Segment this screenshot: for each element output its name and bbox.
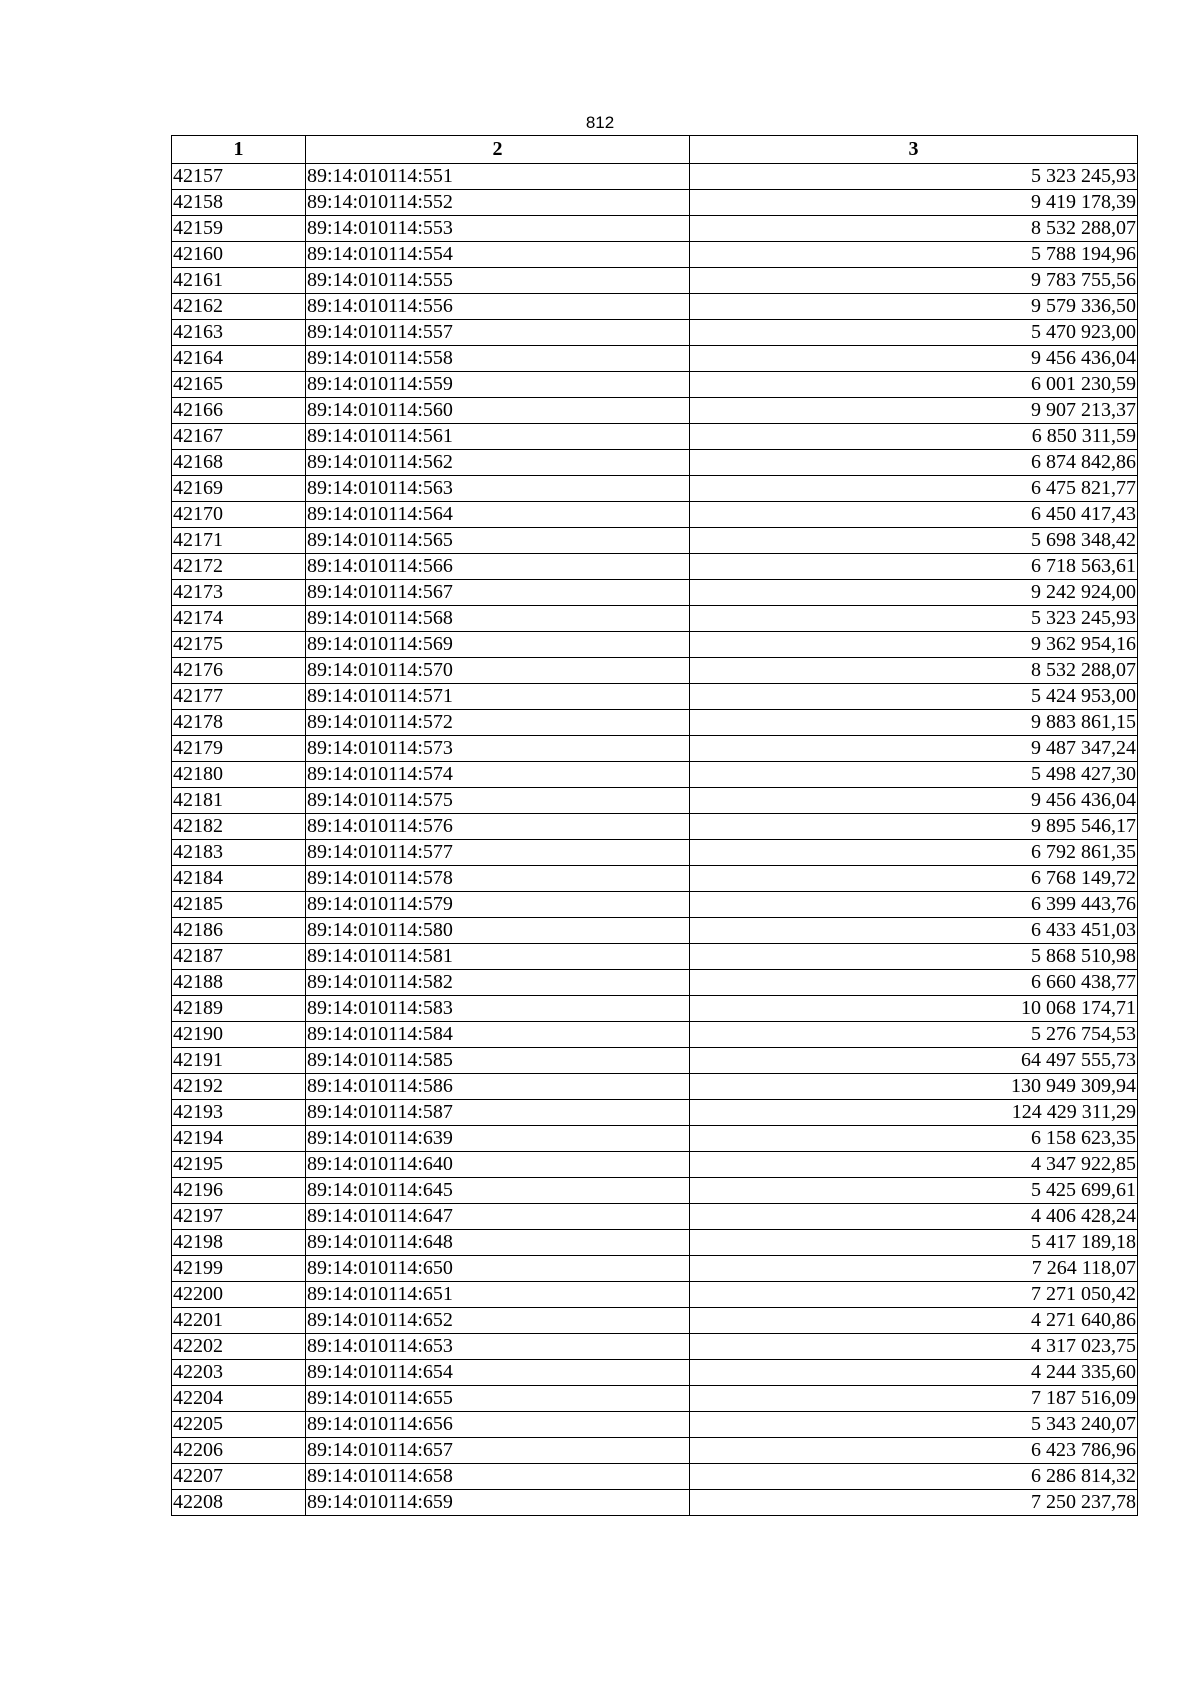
cadastral-value-cell: 6 286 814,32 — [690, 1464, 1138, 1490]
row-number-cell: 42180 — [172, 762, 306, 788]
table-row — [172, 580, 1138, 606]
table-row — [172, 320, 1138, 346]
row-number-cell: 42197 — [172, 1204, 306, 1230]
cadastral-number-cell: 89:14:010114:572 — [306, 710, 690, 736]
cadastral-value-cell: 6 660 438,77 — [690, 970, 1138, 996]
cadastral-number-cell: 89:14:010114:583 — [306, 996, 690, 1022]
cadastral-number-cell: 89:14:010114:573 — [306, 736, 690, 762]
cadastral-value-cell: 9 783 755,56 — [690, 268, 1138, 294]
row-number-cell: 42158 — [172, 190, 306, 216]
cadastral-number-cell: 89:14:010114:654 — [306, 1360, 690, 1386]
row-number-cell: 42186 — [172, 918, 306, 944]
cadastral-number-cell: 89:14:010114:579 — [306, 892, 690, 918]
table-row — [172, 1126, 1138, 1152]
cadastral-number-cell: 89:14:010114:565 — [306, 528, 690, 554]
cadastral-number-cell: 89:14:010114:657 — [306, 1438, 690, 1464]
cadastral-value-cell: 5 417 189,18 — [690, 1230, 1138, 1256]
cadastral-number-cell: 89:14:010114:552 — [306, 190, 690, 216]
cadastral-number-cell: 89:14:010114:562 — [306, 450, 690, 476]
cadastral-value-cell: 5 698 348,42 — [690, 528, 1138, 554]
cadastral-number-cell: 89:14:010114:555 — [306, 268, 690, 294]
cadastral-value-cell: 5 498 427,30 — [690, 762, 1138, 788]
cadastral-value-cell: 9 419 178,39 — [690, 190, 1138, 216]
table-row — [172, 346, 1138, 372]
row-number-cell: 42189 — [172, 996, 306, 1022]
cadastral-number-cell: 89:14:010114:576 — [306, 814, 690, 840]
cadastral-number-cell: 89:14:010114:570 — [306, 658, 690, 684]
row-number-cell: 42194 — [172, 1126, 306, 1152]
cadastral-value-cell: 8 532 288,07 — [690, 658, 1138, 684]
cadastral-value-cell: 9 487 347,24 — [690, 736, 1138, 762]
cadastral-value-cell: 7 271 050,42 — [690, 1282, 1138, 1308]
cadastral-number-cell: 89:14:010114:659 — [306, 1490, 690, 1516]
row-number-cell: 42183 — [172, 840, 306, 866]
table-row — [172, 970, 1138, 996]
row-number-cell: 42184 — [172, 866, 306, 892]
cadastral-value-cell: 6 001 230,59 — [690, 372, 1138, 398]
cadastral-value-cell: 9 907 213,37 — [690, 398, 1138, 424]
cadastral-number-cell: 89:14:010114:567 — [306, 580, 690, 606]
cadastral-number-cell: 89:14:010114:650 — [306, 1256, 690, 1282]
cadastral-value-cell: 8 532 288,07 — [690, 216, 1138, 242]
cadastral-number-cell: 89:14:010114:577 — [306, 840, 690, 866]
table-row — [172, 1048, 1138, 1074]
cadastral-value-cell: 5 424 953,00 — [690, 684, 1138, 710]
table-row — [172, 1308, 1138, 1334]
cadastral-number-cell: 89:14:010114:656 — [306, 1412, 690, 1438]
cadastral-number-cell: 89:14:010114:651 — [306, 1282, 690, 1308]
row-number-cell: 42164 — [172, 346, 306, 372]
cadastral-number-cell: 89:14:010114:556 — [306, 294, 690, 320]
row-number-cell: 42162 — [172, 294, 306, 320]
table-row — [172, 632, 1138, 658]
cadastral-value-cell: 9 362 954,16 — [690, 632, 1138, 658]
cadastral-value-cell: 5 343 240,07 — [690, 1412, 1138, 1438]
row-number-cell: 42199 — [172, 1256, 306, 1282]
table-row — [172, 1230, 1138, 1256]
cadastral-number-cell: 89:14:010114:551 — [306, 164, 690, 190]
cadastral-value-cell: 5 425 699,61 — [690, 1178, 1138, 1204]
row-number-cell: 42193 — [172, 1100, 306, 1126]
table-row — [172, 866, 1138, 892]
cadastral-value-cell: 6 850 311,59 — [690, 424, 1138, 450]
cadastral-value-cell: 9 242 924,00 — [690, 580, 1138, 606]
cadastral-value-cell: 9 456 436,04 — [690, 346, 1138, 372]
row-number-cell: 42178 — [172, 710, 306, 736]
cadastral-number-cell: 89:14:010114:559 — [306, 372, 690, 398]
row-number-cell: 42202 — [172, 1334, 306, 1360]
row-number-cell: 42191 — [172, 1048, 306, 1074]
cadastral-value-cell: 6 792 861,35 — [690, 840, 1138, 866]
row-number-cell: 42173 — [172, 580, 306, 606]
row-number-cell: 42174 — [172, 606, 306, 632]
table-row — [172, 918, 1138, 944]
cadastral-number-cell: 89:14:010114:655 — [306, 1386, 690, 1412]
cadastral-value-cell: 7 264 118,07 — [690, 1256, 1138, 1282]
table-row — [172, 1074, 1138, 1100]
table-row — [172, 242, 1138, 268]
cadastral-value-cell: 4 244 335,60 — [690, 1360, 1138, 1386]
column-header-3: 3 — [690, 136, 1138, 164]
row-number-cell: 42190 — [172, 1022, 306, 1048]
cadastral-number-cell: 89:14:010114:558 — [306, 346, 690, 372]
cadastral-value-cell: 6 874 842,86 — [690, 450, 1138, 476]
cadastral-number-cell: 89:14:010114:584 — [306, 1022, 690, 1048]
table-row — [172, 762, 1138, 788]
cadastral-number-cell: 89:14:010114:564 — [306, 502, 690, 528]
cadastral-number-cell: 89:14:010114:566 — [306, 554, 690, 580]
table-row — [172, 294, 1138, 320]
row-number-cell: 42195 — [172, 1152, 306, 1178]
table-row — [172, 736, 1138, 762]
table-row — [172, 554, 1138, 580]
cadastral-value-cell: 6 423 786,96 — [690, 1438, 1138, 1464]
cadastral-value-cell: 5 323 245,93 — [690, 164, 1138, 190]
row-number-cell: 42192 — [172, 1074, 306, 1100]
table-row — [172, 996, 1138, 1022]
table-row — [172, 1204, 1138, 1230]
cadastral-number-cell: 89:14:010114:586 — [306, 1074, 690, 1100]
cadastral-value-cell: 4 347 922,85 — [690, 1152, 1138, 1178]
row-number-cell: 42188 — [172, 970, 306, 996]
row-number-cell: 42181 — [172, 788, 306, 814]
cadastral-number-cell: 89:14:010114:587 — [306, 1100, 690, 1126]
cadastral-number-cell: 89:14:010114:563 — [306, 476, 690, 502]
table-row — [172, 1282, 1138, 1308]
cadastral-value-cell: 5 788 194,96 — [690, 242, 1138, 268]
table-row — [172, 710, 1138, 736]
table-row — [172, 1256, 1138, 1282]
cadastral-number-cell: 89:14:010114:653 — [306, 1334, 690, 1360]
row-number-cell: 42169 — [172, 476, 306, 502]
cadastral-value-cell: 6 399 443,76 — [690, 892, 1138, 918]
cadastral-value-table — [171, 135, 1138, 1516]
table-row — [172, 658, 1138, 684]
row-number-cell: 42206 — [172, 1438, 306, 1464]
table-row — [172, 398, 1138, 424]
cadastral-number-cell: 89:14:010114:578 — [306, 866, 690, 892]
cadastral-value-cell: 9 883 861,15 — [690, 710, 1138, 736]
cadastral-value-cell: 6 718 563,61 — [690, 554, 1138, 580]
row-number-cell: 42208 — [172, 1490, 306, 1516]
cadastral-number-cell: 89:14:010114:560 — [306, 398, 690, 424]
cadastral-value-cell: 6 158 623,35 — [690, 1126, 1138, 1152]
page-number: 812 — [585, 113, 615, 132]
cadastral-value-cell: 9 895 546,17 — [690, 814, 1138, 840]
row-number-cell: 42203 — [172, 1360, 306, 1386]
row-number-cell: 42167 — [172, 424, 306, 450]
row-number-cell: 42187 — [172, 944, 306, 970]
table-row — [172, 502, 1138, 528]
row-number-cell: 42168 — [172, 450, 306, 476]
cadastral-value-cell: 4 406 428,24 — [690, 1204, 1138, 1230]
cadastral-value-cell: 130 949 309,94 — [690, 1074, 1138, 1100]
table-row — [172, 190, 1138, 216]
table-row — [172, 944, 1138, 970]
cadastral-value-cell: 124 429 311,29 — [690, 1100, 1138, 1126]
cadastral-number-cell: 89:14:010114:569 — [306, 632, 690, 658]
cadastral-value-cell: 4 317 023,75 — [690, 1334, 1138, 1360]
table-row — [172, 216, 1138, 242]
table-row — [172, 1438, 1138, 1464]
cadastral-value-cell: 9 579 336,50 — [690, 294, 1138, 320]
cadastral-value-cell: 64 497 555,73 — [690, 1048, 1138, 1074]
row-number-cell: 42205 — [172, 1412, 306, 1438]
row-number-cell: 42176 — [172, 658, 306, 684]
cadastral-value-cell: 5 868 510,98 — [690, 944, 1138, 970]
cadastral-value-cell: 4 271 640,86 — [690, 1308, 1138, 1334]
row-number-cell: 42200 — [172, 1282, 306, 1308]
column-header-1: 1 — [172, 136, 306, 164]
table-row — [172, 476, 1138, 502]
table-row — [172, 1022, 1138, 1048]
cadastral-number-cell: 89:14:010114:553 — [306, 216, 690, 242]
table-row — [172, 450, 1138, 476]
row-number-cell: 42166 — [172, 398, 306, 424]
column-header-2: 2 — [306, 136, 690, 164]
cadastral-value-cell: 5 323 245,93 — [690, 606, 1138, 632]
cadastral-number-cell: 89:14:010114:568 — [306, 606, 690, 632]
table-row — [172, 892, 1138, 918]
table-row — [172, 424, 1138, 450]
cadastral-number-cell: 89:14:010114:554 — [306, 242, 690, 268]
table-row — [172, 606, 1138, 632]
row-number-cell: 42204 — [172, 1386, 306, 1412]
row-number-cell: 42177 — [172, 684, 306, 710]
row-number-cell: 42201 — [172, 1308, 306, 1334]
row-number-cell: 42163 — [172, 320, 306, 346]
cadastral-number-cell: 89:14:010114:585 — [306, 1048, 690, 1074]
table-header-row — [172, 136, 1138, 164]
cadastral-number-cell: 89:14:010114:575 — [306, 788, 690, 814]
cadastral-number-cell: 89:14:010114:658 — [306, 1464, 690, 1490]
table-row — [172, 1412, 1138, 1438]
cadastral-number-cell: 89:14:010114:648 — [306, 1230, 690, 1256]
row-number-cell: 42185 — [172, 892, 306, 918]
cadastral-number-cell: 89:14:010114:574 — [306, 762, 690, 788]
table-row — [172, 1464, 1138, 1490]
row-number-cell: 42182 — [172, 814, 306, 840]
cadastral-number-cell: 89:14:010114:582 — [306, 970, 690, 996]
row-number-cell: 42170 — [172, 502, 306, 528]
cadastral-value-cell: 6 450 417,43 — [690, 502, 1138, 528]
cadastral-number-cell: 89:14:010114:571 — [306, 684, 690, 710]
cadastral-number-cell: 89:14:010114:647 — [306, 1204, 690, 1230]
table-row — [172, 268, 1138, 294]
table-row — [172, 1178, 1138, 1204]
row-number-cell: 42198 — [172, 1230, 306, 1256]
cadastral-value-cell: 7 250 237,78 — [690, 1490, 1138, 1516]
cadastral-number-cell: 89:14:010114:639 — [306, 1126, 690, 1152]
cadastral-value-cell: 6 475 821,77 — [690, 476, 1138, 502]
row-number-cell: 42172 — [172, 554, 306, 580]
table-row — [172, 1100, 1138, 1126]
table-row — [172, 840, 1138, 866]
row-number-cell: 42159 — [172, 216, 306, 242]
row-number-cell: 42161 — [172, 268, 306, 294]
row-number-cell: 42196 — [172, 1178, 306, 1204]
cadastral-value-cell: 9 456 436,04 — [690, 788, 1138, 814]
row-number-cell: 42160 — [172, 242, 306, 268]
cadastral-value-cell: 10 068 174,71 — [690, 996, 1138, 1022]
row-number-cell: 42179 — [172, 736, 306, 762]
cadastral-number-cell: 89:14:010114:580 — [306, 918, 690, 944]
cadastral-value-cell: 5 470 923,00 — [690, 320, 1138, 346]
cadastral-number-cell: 89:14:010114:581 — [306, 944, 690, 970]
table-row — [172, 814, 1138, 840]
table-row — [172, 1334, 1138, 1360]
table-row — [172, 1152, 1138, 1178]
table-row — [172, 1360, 1138, 1386]
table-row — [172, 528, 1138, 554]
row-number-cell: 42171 — [172, 528, 306, 554]
table-row — [172, 684, 1138, 710]
table-row — [172, 164, 1138, 190]
row-number-cell: 42165 — [172, 372, 306, 398]
row-number-cell: 42207 — [172, 1464, 306, 1490]
cadastral-number-cell: 89:14:010114:652 — [306, 1308, 690, 1334]
cadastral-number-cell: 89:14:010114:640 — [306, 1152, 690, 1178]
cadastral-value-cell: 5 276 754,53 — [690, 1022, 1138, 1048]
cadastral-value-cell: 7 187 516,09 — [690, 1386, 1138, 1412]
table-row — [172, 788, 1138, 814]
table-row — [172, 1490, 1138, 1516]
cadastral-value-cell: 6 433 451,03 — [690, 918, 1138, 944]
row-number-cell: 42157 — [172, 164, 306, 190]
cadastral-value-cell: 6 768 149,72 — [690, 866, 1138, 892]
cadastral-number-cell: 89:14:010114:645 — [306, 1178, 690, 1204]
table-row — [172, 1386, 1138, 1412]
table-body — [172, 164, 1138, 1516]
row-number-cell: 42175 — [172, 632, 306, 658]
cadastral-number-cell: 89:14:010114:561 — [306, 424, 690, 450]
table-row — [172, 372, 1138, 398]
cadastral-number-cell: 89:14:010114:557 — [306, 320, 690, 346]
